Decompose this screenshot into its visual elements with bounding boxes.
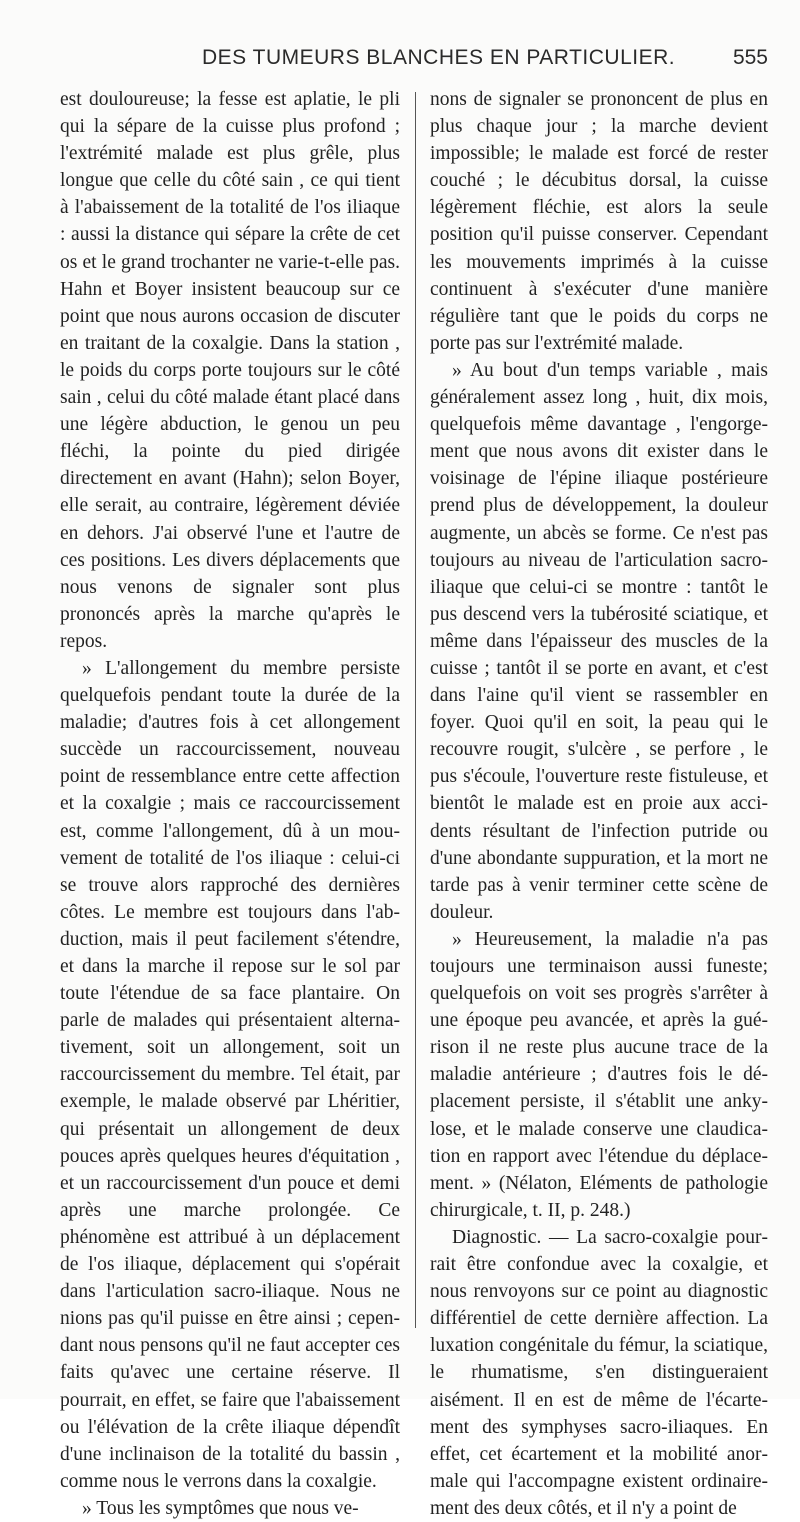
running-head bbox=[60, 46, 768, 74]
right-column bbox=[430, 86, 768, 1522]
paragraph: » L'allongement du membre persiste quelquefois pendant toute la durée de la maladie; d'autres fois à cet allongement succède un raccourcissement, nouveau point de ressemblance entre cette affection et la coxalgie ; mais ce raccourcissement est, comme l'allongement, dû à un mouvement de totalité de l'os iliaque : celui-ci se trouve alors rapproché des dernières côtes. Le membre est toujours dans l'abduction, mais il peut facilement s'étendre, et dans la marche il repose sur le sol par toute l'étendue de sa face plantaire. On parle de malades qui présentaient alternativement, soit un allongement, soit un raccourcissement du membre. Tel était, par exemple, le malade observé par Lhéritier, qui présentait un allongement de deux pouces après quelques heures d'équitation , et un raccourcissement d'un pouce et demi après une marche prolongée. Ce phénomène est attribué à un déplacement de l'os iliaque, déplacement qui s'opérait dans l'articulation sacro-iliaque. Nous ne nions pas qu'il puisse en être ainsi ; cependant nous pensons qu'il ne faut accepter ces faits qu'avec une certaine réserve. Il pourrait, en effet, se faire que l'abaissement ou l'élévation de la crête iliaque dépendît d'une inclinaison de la totalité du bassin , comme nous le verrons dans la coxalgie. bbox=[60, 657, 400, 1492]
paragraph: nons de signaler se prononcent de plus en plus chaque jour ; la marche devient impossible; le malade est forcé de rester couché ; le décubitus dorsal, la cuisse légèrement fléchie, est alors la seule position qu'il puisse conserver. Cependant les mouvements imprimés à la cuisse continuent à s'exécuter d'une manière régulière tant que le poids du corps ne porte pas sur l'extrémité malade. bbox=[430, 89, 768, 354]
page-number: 555 bbox=[732, 46, 768, 69]
paragraph: » Au bout d'un temps variable , mais généralement assez long , huit, dix mois, quelquefois même davantage , l'engorgement que nous avons dit exister dans le voisinage de l'épine iliaque postérieure prend plus de développement, la douleur augmente, un abcès se forme. Ce n'est pas toujours au niveau de l'articulation sacro-iliaque que celui-ci se montre : tantôt le pus descend vers la tubérosité sciatique, et même dans l'épaisseur des muscles de la cuisse ; tantôt il se porte en avant, et c'est dans l'aine qu'il vient se rassembler en foyer. Quoi qu'il en soit, la peau qui le recouvre rougit, s'ulcère , se perfore , le pus s'écoule, l'ouverture reste fistuleuse, et bientôt le malade est en proie aux accidents résultant de l'infection putride ou d'une abondante suppuration, et la mort ne tarde pas à venir terminer cette scène de douleur. bbox=[430, 359, 768, 923]
paragraph: » Heureusement, la maladie n'a pas toujours une terminaison aussi funeste; quelquefois on voit ses progrès s'arrêter à une époque peu avancée, et après la guérison il ne reste plus aucune trace de la maladie antérieure ; d'autres fois le déplacement persiste, il s'établit une ankylose, et le malade conserve une claudication en rapport avec l'étendue du déplacement. » (Nélaton, Eléments de pathologie chirurgicale, t. II, p. 248.) bbox=[430, 928, 768, 1221]
running-title: DES TUMEURS BLANCHES EN PARTICULIER. bbox=[202, 46, 676, 69]
paragraph: est douloureuse; la fesse est aplatie, le pli qui la sépare de la cuisse plus profond ; l'extrémité malade est plus grêle, plus longue que celle du côté sain , ce qui tient à l'abaissement de la totalité de l'os iliaque : aussi la distance qui sépare la crête de cet os et le grand trochanter ne varie-t-elle pas. Hahn et Boyer insistent beaucoup sur ce point que nous aurons occasion de discuter en traitant de la coxalgie. Dans la station , le poids du corps porte toujours sur le côté sain , celui du côté malade étant placé dans une légère abduction, le genou un peu fléchi, la pointe du pied dirigée directement en avant (Hahn); selon Boyer, elle serait, au contraire, légèrement déviée en dehors. J'ai observé l'une et l'autre de ces positions. Les divers déplacements que nous venons de signaler sont plus prononcés après la marche qu'après le repos. bbox=[60, 89, 400, 652]
paragraph: » Tous les symptômes que nous ve- bbox=[82, 1497, 359, 1519]
column-divider bbox=[415, 92, 416, 1328]
left-column bbox=[60, 86, 400, 1522]
paragraph: Diagnostic. — La sacro-coxalgie pourrait être confondue avec la coxalgie, et nous renvoyons sur ce point au diagnostic différentiel de cette dernière affection. La luxation congénitale du fémur, la sciatique, le rhumatisme, s'en distingueraient aisément. Il en est de même de l'écartement des symphyses sacro-iliaques. En effet, cet écartement et la mobilité anormale qui l'accompagne existent ordinairement des deux côtés, et il n'y a point de bbox=[430, 1226, 768, 1519]
